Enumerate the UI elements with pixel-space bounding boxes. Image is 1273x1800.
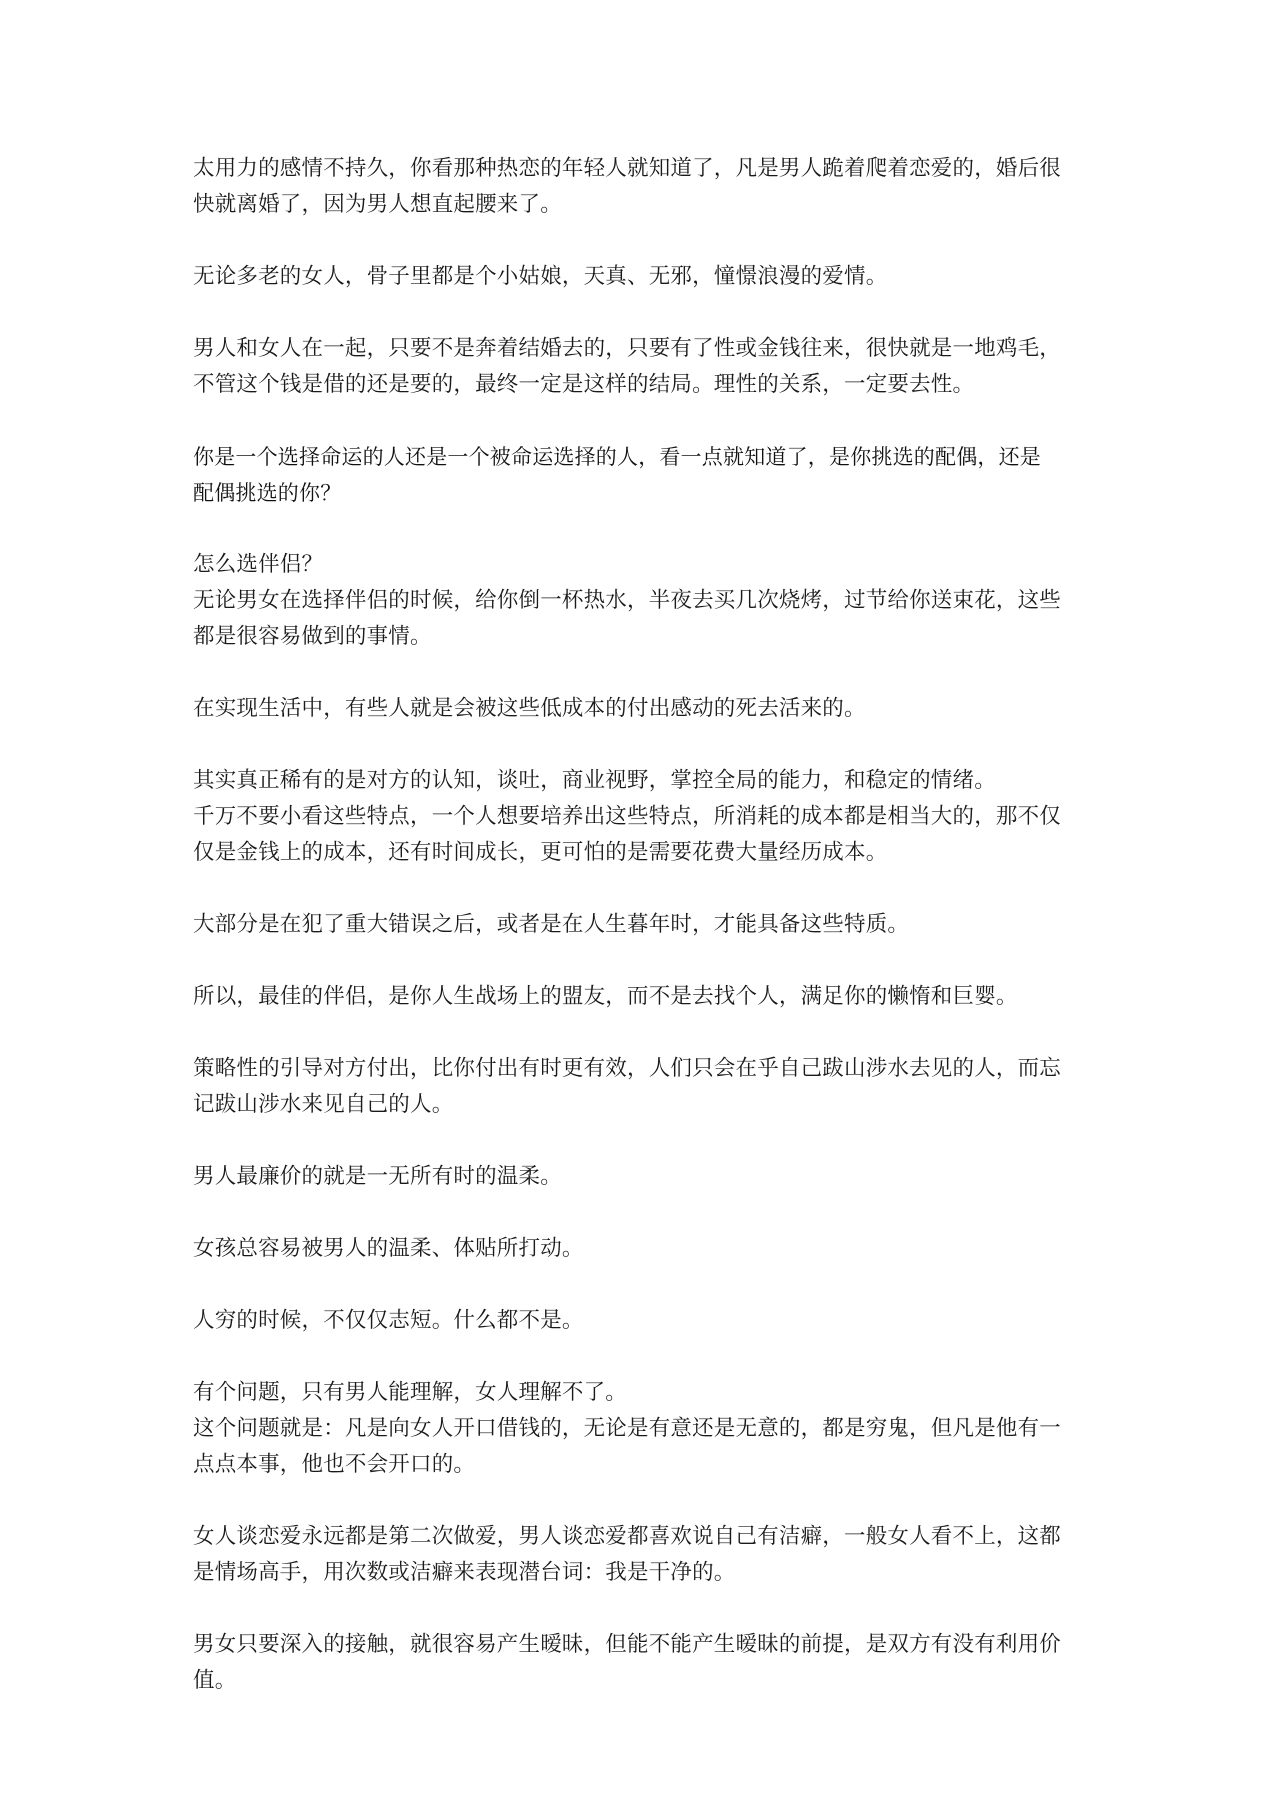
paragraph-line: 你是一个选择命运的人还是一个被命运选择的人，看一点就知道了，是你挑选的配偶，还是	[193, 445, 1041, 469]
paragraph-16	[193, 1627, 1081, 1699]
paragraph-line: 有个问题，只有男人能理解，女人理解不了。	[193, 1380, 628, 1405]
paragraph-line: 无论多老的女人，骨子里都是个小姑娘，天真、无邪，憧憬浪漫的爱情。	[193, 264, 888, 289]
paragraph-line: 在实现生活中，有些人就是会被这些低成本的付出感动的死去活来的。	[193, 696, 866, 721]
paragraph-line: 男女只要深入的接触，就很容易产生暧昧，但能不能产生暧昧的前提，是双方有没有利用价	[193, 1632, 1062, 1657]
paragraph-line: 不管这个钱是借的还是要的，最终一定是这样的结局。理性的关系，一定要去性。	[193, 372, 975, 397]
paragraph-line: 值。	[193, 1668, 237, 1693]
paragraph-line: 都是很容易做到的事情。	[193, 624, 432, 649]
paragraph-5	[193, 547, 1081, 655]
paragraph-6	[193, 691, 1081, 727]
paragraph-line: 太用力的感情不持久，你看那种热恋的年轻人就知道了，凡是男人跪着爬着恋爱的，婚后很	[193, 156, 1062, 181]
paragraph-1	[193, 151, 1081, 223]
paragraph-9	[193, 979, 1081, 1015]
paragraph-line: 快就离婚了，因为男人想直起腰来了。	[193, 192, 562, 217]
paragraph-line: 所以，最佳的伴侣，是你人生战场上的盟友，而不是去找个人，满足你的懒惰和巨婴。	[193, 984, 1018, 1009]
paragraph-15	[193, 1519, 1081, 1591]
paragraph-line: 怎么选伴侣？	[193, 552, 324, 577]
paragraph-line: 千万不要小看这些特点，一个人想要培养出这些特点，所消耗的成本都是相当大的，那不仅	[193, 804, 1062, 829]
paragraph-12	[193, 1231, 1081, 1267]
paragraph-line: 女人谈恋爱永远都是第二次做爱，男人谈恋爱都喜欢说自己有洁癖，一般女人看不上，这都	[193, 1524, 1062, 1549]
paragraph-10	[193, 1051, 1081, 1123]
paragraph-11	[193, 1159, 1081, 1195]
paragraph-line: 其实真正稀有的是对方的认知，谈吐，商业视野，掌控全局的能力，和稳定的情绪。	[193, 768, 996, 793]
paragraph-line: 男人和女人在一起，只要不是奔着结婚去的，只要有了性或金钱往来，很快就是一地鸡毛，	[193, 336, 1062, 361]
paragraph-line: 配偶挑选的你？	[193, 481, 342, 505]
paragraph-line: 记跋山涉水来见自己的人。	[193, 1092, 454, 1117]
document-body	[193, 151, 1081, 1699]
paragraph-4	[193, 439, 1081, 511]
paragraph-line: 是情场高手，用次数或洁癖来表现潜台词：我是干净的。	[193, 1560, 736, 1585]
paragraph-line: 人穷的时候，不仅仅志短。什么都不是。	[193, 1308, 584, 1333]
paragraph-line: 策略性的引导对方付出，比你付出有时更有效，人们只会在乎自己跋山涉水去见的人，而忘	[193, 1056, 1062, 1081]
paragraph-line: 仅是金钱上的成本，还有时间成长，更可怕的是需要花费大量经历成本。	[193, 840, 888, 865]
paragraph-line: 点点本事，他也不会开口的。	[193, 1452, 476, 1477]
paragraph-13	[193, 1303, 1081, 1339]
paragraph-line: 男人最廉价的就是一无所有时的温柔。	[193, 1164, 562, 1189]
paragraph-line: 女孩总容易被男人的温柔、体贴所打动。	[193, 1236, 584, 1261]
paragraph-8	[193, 907, 1081, 943]
paragraph-3	[193, 331, 1081, 403]
paragraph-2	[193, 259, 1081, 295]
paragraph-line: 这个问题就是：凡是向女人开口借钱的，无论是有意还是无意的，都是穷鬼，但凡是他有一	[193, 1416, 1062, 1441]
paragraph-line: 无论男女在选择伴侣的时候，给你倒一杯热水，半夜去买几次烧烤，过节给你送束花，这些	[193, 588, 1062, 613]
paragraph-7	[193, 763, 1081, 871]
paragraph-14	[193, 1375, 1081, 1483]
paragraph-line: 大部分是在犯了重大错误之后，或者是在人生暮年时，才能具备这些特质。	[193, 912, 910, 937]
